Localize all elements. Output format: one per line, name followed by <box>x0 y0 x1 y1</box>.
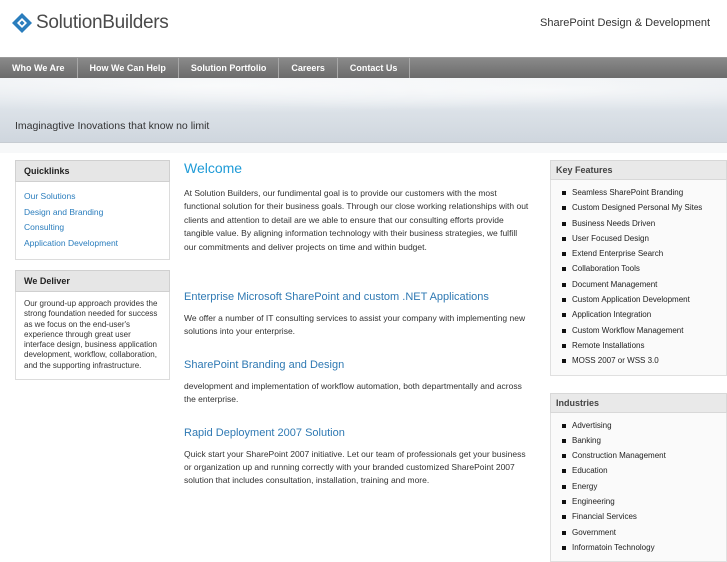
header-tagline: SharePoint Design & Development <box>540 17 710 29</box>
quicklink-our-solutions[interactable]: Our Solutions <box>24 191 76 201</box>
logo-diamond-icon <box>11 12 33 34</box>
section-text-sharepoint-net: We offer a number of IT consulting services to assist your company with implementing new solutions into your enterprise. <box>184 313 526 337</box>
list-item: Construction Management <box>556 448 721 463</box>
header <box>0 0 727 57</box>
intro-paragraph: At Solution Builders, our fundimental goal is to provide our customers with the most functional solution for their business goals. Through our close working relationships with out clients and attention to detail are we able to ensure that our consulting efforts provide tangible value. By aligning information technology with their business strategies, we fulfill our commitments and deliver projects on time and within budget. <box>184 188 529 252</box>
logo[interactable] <box>11 12 169 34</box>
quicklink-application-development[interactable]: Application Development <box>24 237 119 248</box>
list-item: Document Management <box>556 277 721 292</box>
list-item: Extend Enterprise Search <box>556 246 721 261</box>
list-item: Financial Services <box>556 509 721 524</box>
quicklink-consulting[interactable]: Consulting <box>24 222 65 232</box>
list-item: Advertising <box>556 418 721 433</box>
quicklinks-title: Quicklinks <box>15 160 170 182</box>
we-deliver-text: Our ground-up approach provides the strong foundation needed for success as we focus on the end-user's experience through great user interface design, business application development, workflow, collaboration, and the supporting infrastructure. <box>15 292 170 380</box>
list-item: Informatoin Technology <box>556 540 721 555</box>
list-item: Engineering <box>556 494 721 509</box>
list-item: MOSS 2007 or WSS 3.0 <box>556 353 721 368</box>
we-deliver-title: We Deliver <box>15 270 170 292</box>
section-heading-rapid-deployment: Rapid Deployment 2007 Solution <box>184 426 345 439</box>
key-features-box <box>550 160 727 376</box>
quicklinks-box <box>15 160 170 260</box>
list-item: Government <box>556 525 721 540</box>
section-text-rapid-deployment: Quick start your SharePoint 2007 initiative. Let our team of professionals get your business or organization up and running correctly with your branded customized SharePoint 2007 solution that includes consultation, installation, training and more. <box>184 448 526 486</box>
page-title: Welcome <box>184 160 243 176</box>
key-features-list <box>556 185 721 369</box>
logo-text: SolutionBuilders <box>36 12 169 33</box>
nav-who-we-are[interactable]: Who We Are <box>0 58 78 78</box>
banner-divider <box>0 143 727 153</box>
nav-careers[interactable]: Careers <box>279 58 338 78</box>
list-item: Energy <box>556 479 721 494</box>
list-item: User Focused Design <box>556 231 721 246</box>
industries-list <box>556 418 721 556</box>
main-nav <box>0 57 727 78</box>
section-heading-sharepoint-net: Enterprise Microsoft SharePoint and custom .NET Applications <box>184 291 489 304</box>
quicklinks-list <box>15 182 170 260</box>
main-column <box>184 160 529 488</box>
banner-slogan: Imaginagtive Inovations that know no limit <box>15 120 210 132</box>
section-text-branding-design: development and implementation of workflow automation, both departmentally and across the enterprise. <box>184 380 522 405</box>
industries-box <box>550 393 727 562</box>
list-item: Business Needs Driven <box>556 216 721 231</box>
list-item: Banking <box>556 433 721 448</box>
list-item: Education <box>556 463 721 478</box>
nav-solution-portfolio[interactable]: Solution Portfolio <box>179 58 280 78</box>
list-item: Remote Installations <box>556 338 721 353</box>
list-item: Custom Designed Personal My Sites <box>556 200 721 215</box>
nav-how-we-can-help[interactable]: How We Can Help <box>78 58 179 78</box>
quicklink-design-and-branding[interactable]: Design and Branding <box>24 206 104 217</box>
content-area <box>0 153 727 552</box>
right-column <box>550 160 727 562</box>
industries-title: Industries <box>550 393 727 413</box>
we-deliver-box <box>15 270 170 380</box>
section-heading-branding-design: SharePoint Branding and Design <box>184 358 345 371</box>
left-column <box>15 160 170 380</box>
list-item: Custom Workflow Management <box>556 323 721 338</box>
list-item: Collaboration Tools <box>556 261 721 276</box>
key-features-title: Key Features <box>550 160 727 180</box>
nav-contact-us[interactable]: Contact Us <box>338 58 411 78</box>
hero-banner <box>0 78 727 143</box>
list-item: Custom Application Development <box>556 292 721 307</box>
list-item: Seamless SharePoint Branding <box>556 185 721 200</box>
list-item: Application Integration <box>556 307 721 322</box>
